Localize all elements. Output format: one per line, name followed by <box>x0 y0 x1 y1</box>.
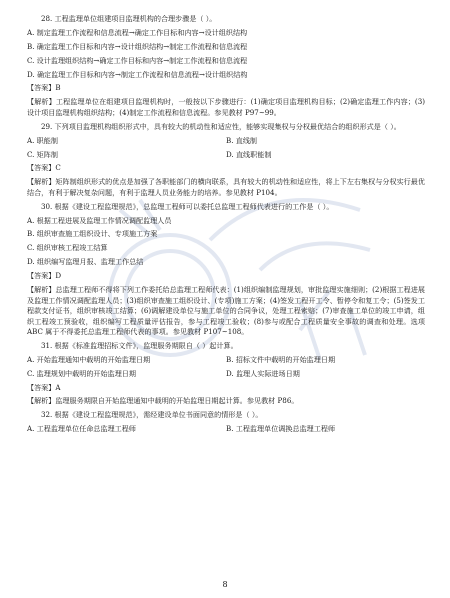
question-32-option-b: B. 工程监理单位调换总监理工程师 <box>226 424 336 434</box>
question-30-option-b: B. 组织审查施工组织设计、专项施工方案 <box>27 229 158 239</box>
question-31-options-row-2 <box>27 369 425 380</box>
question-30-explanation: 【解析】总监理工程师不得将下列工作委托给总监理工程师代表：(1)组织编制监理规划，审批监理实施细则；(2)根据工程进展及监理工作情况调配监理人员；(3)组织审查施工组织设计、(专项)施工方案；(4)签发工程开工令、暂停令和复工令；(5)签发工程款支付证书，组织审核竣工结算；(6)调解建设单位与施工单位的合同争议，处理工程索赔；(7)审查施工单位的竣工申请，组织工程竣工预验收，组织编写工程质量评估报告，参与工程竣工验收；(8)参与或配合工程质量安全事故的调查和处理。选项 ABC 属于不得委托总监理工程师代表的事项。参见教材 P107~108。 <box>27 285 425 337</box>
question-32-option-a: A. 工程监理单位任命总监理工程师 <box>27 424 136 434</box>
question-30-option-c: C. 组织审核工程竣工结算 <box>27 243 108 253</box>
question-28-explanation: 【解析】工程监理单位在组建项目监理机构时，一般按以下步骤进行：(1)确定项目监理机构目标；(2)确定监理工作内容；(3)设计项目监理机构组织结构；(4)制定工作流程和信息流程。参见教材 P97~99。 <box>27 97 425 117</box>
question-31-option-d: D. 监理人实际进场日期 <box>226 368 300 378</box>
question-31-stem: 31. 根据《标准监理招标文件》，监理服务期限自（ ）起计算。 <box>41 340 238 350</box>
question-31-options-row-1 <box>27 355 425 366</box>
question-28-option-a: A. 制定监理工作流程和信息流程→确定工作目标和内容→设计组织结构 <box>27 27 248 37</box>
question-30-option-d: D. 组织编写监理月报、监理工作总结 <box>27 257 144 267</box>
question-29-options-row-2 <box>27 150 425 161</box>
question-28-stem: 28. 工程监理单位组建项目监理机构的合理步骤是（ ）。 <box>41 14 217 23</box>
question-29-option-b: B. 直线制 <box>226 135 258 145</box>
question-31-explanation: 【解析】监理服务期限自开始监理通知中载明的开始监理日期起计算。参见教材 P86。 <box>27 396 299 406</box>
question-29-explanation: 【解析】矩阵制组织形式的优点是加强了各职能部门的横向联系，具有较大的机动性和适应性，将上下左右集权与分权实行最优结合，有利于解决复杂问题，有利于监理人员业务能力的培养。参见教材 P104。 <box>27 177 425 197</box>
question-28-option-c: C. 设计监理组织结构→确定工作目标和内容→制定工作流程和信息流程 <box>27 55 248 65</box>
document-body <box>27 14 425 438</box>
question-28-option-b: B. 确定监理工作目标和内容→设计组织结构→制定工作流程和信息流程 <box>27 41 248 51</box>
question-29-stem: 29. 下列项目监理机构组织形式中，具有较大的机动性和适应性，能够实现集权与分权最优结合的组织形式是（ ）。 <box>41 121 401 131</box>
question-28-option-d: D. 确定监理工作目标和内容→制定工作流程和信息流程→设计组织结构 <box>27 69 248 79</box>
question-29-option-c: C. 矩阵制 <box>27 149 58 159</box>
question-29-answer: 【答案】C <box>27 163 61 173</box>
question-29-options-row-1 <box>27 136 425 147</box>
question-32-options-row-1 <box>27 424 425 435</box>
question-29-option-d: D. 直线职能制 <box>226 149 272 159</box>
question-31-option-c: C. 监理规划中载明的开始监理日期 <box>27 368 136 378</box>
question-30-option-a: A. 根据工程进展及监理工作情况调配监理人员 <box>27 215 172 225</box>
question-31-option-b: B. 招标文件中载明的开始监理日期 <box>226 354 336 364</box>
question-30-answer: 【答案】D <box>27 271 62 281</box>
question-31-option-a: A. 开始监理通知中载明的开始监理日期 <box>27 354 151 364</box>
question-32-stem: 32. 根据《建设工程监理规范》，需经建设单位书面同意的情形是（ ）。 <box>41 410 263 420</box>
question-31-answer: 【答案】A <box>27 382 61 392</box>
question-29-option-a: A. 职能制 <box>27 135 58 145</box>
question-28-answer: 【答案】B <box>27 83 61 93</box>
question-30-stem: 30. 根据《建设工程监理规范》，总监理工程师可以委托总监理工程师代表进行的工作是（ ）。 <box>41 201 334 211</box>
page-number: 8 <box>222 580 228 589</box>
